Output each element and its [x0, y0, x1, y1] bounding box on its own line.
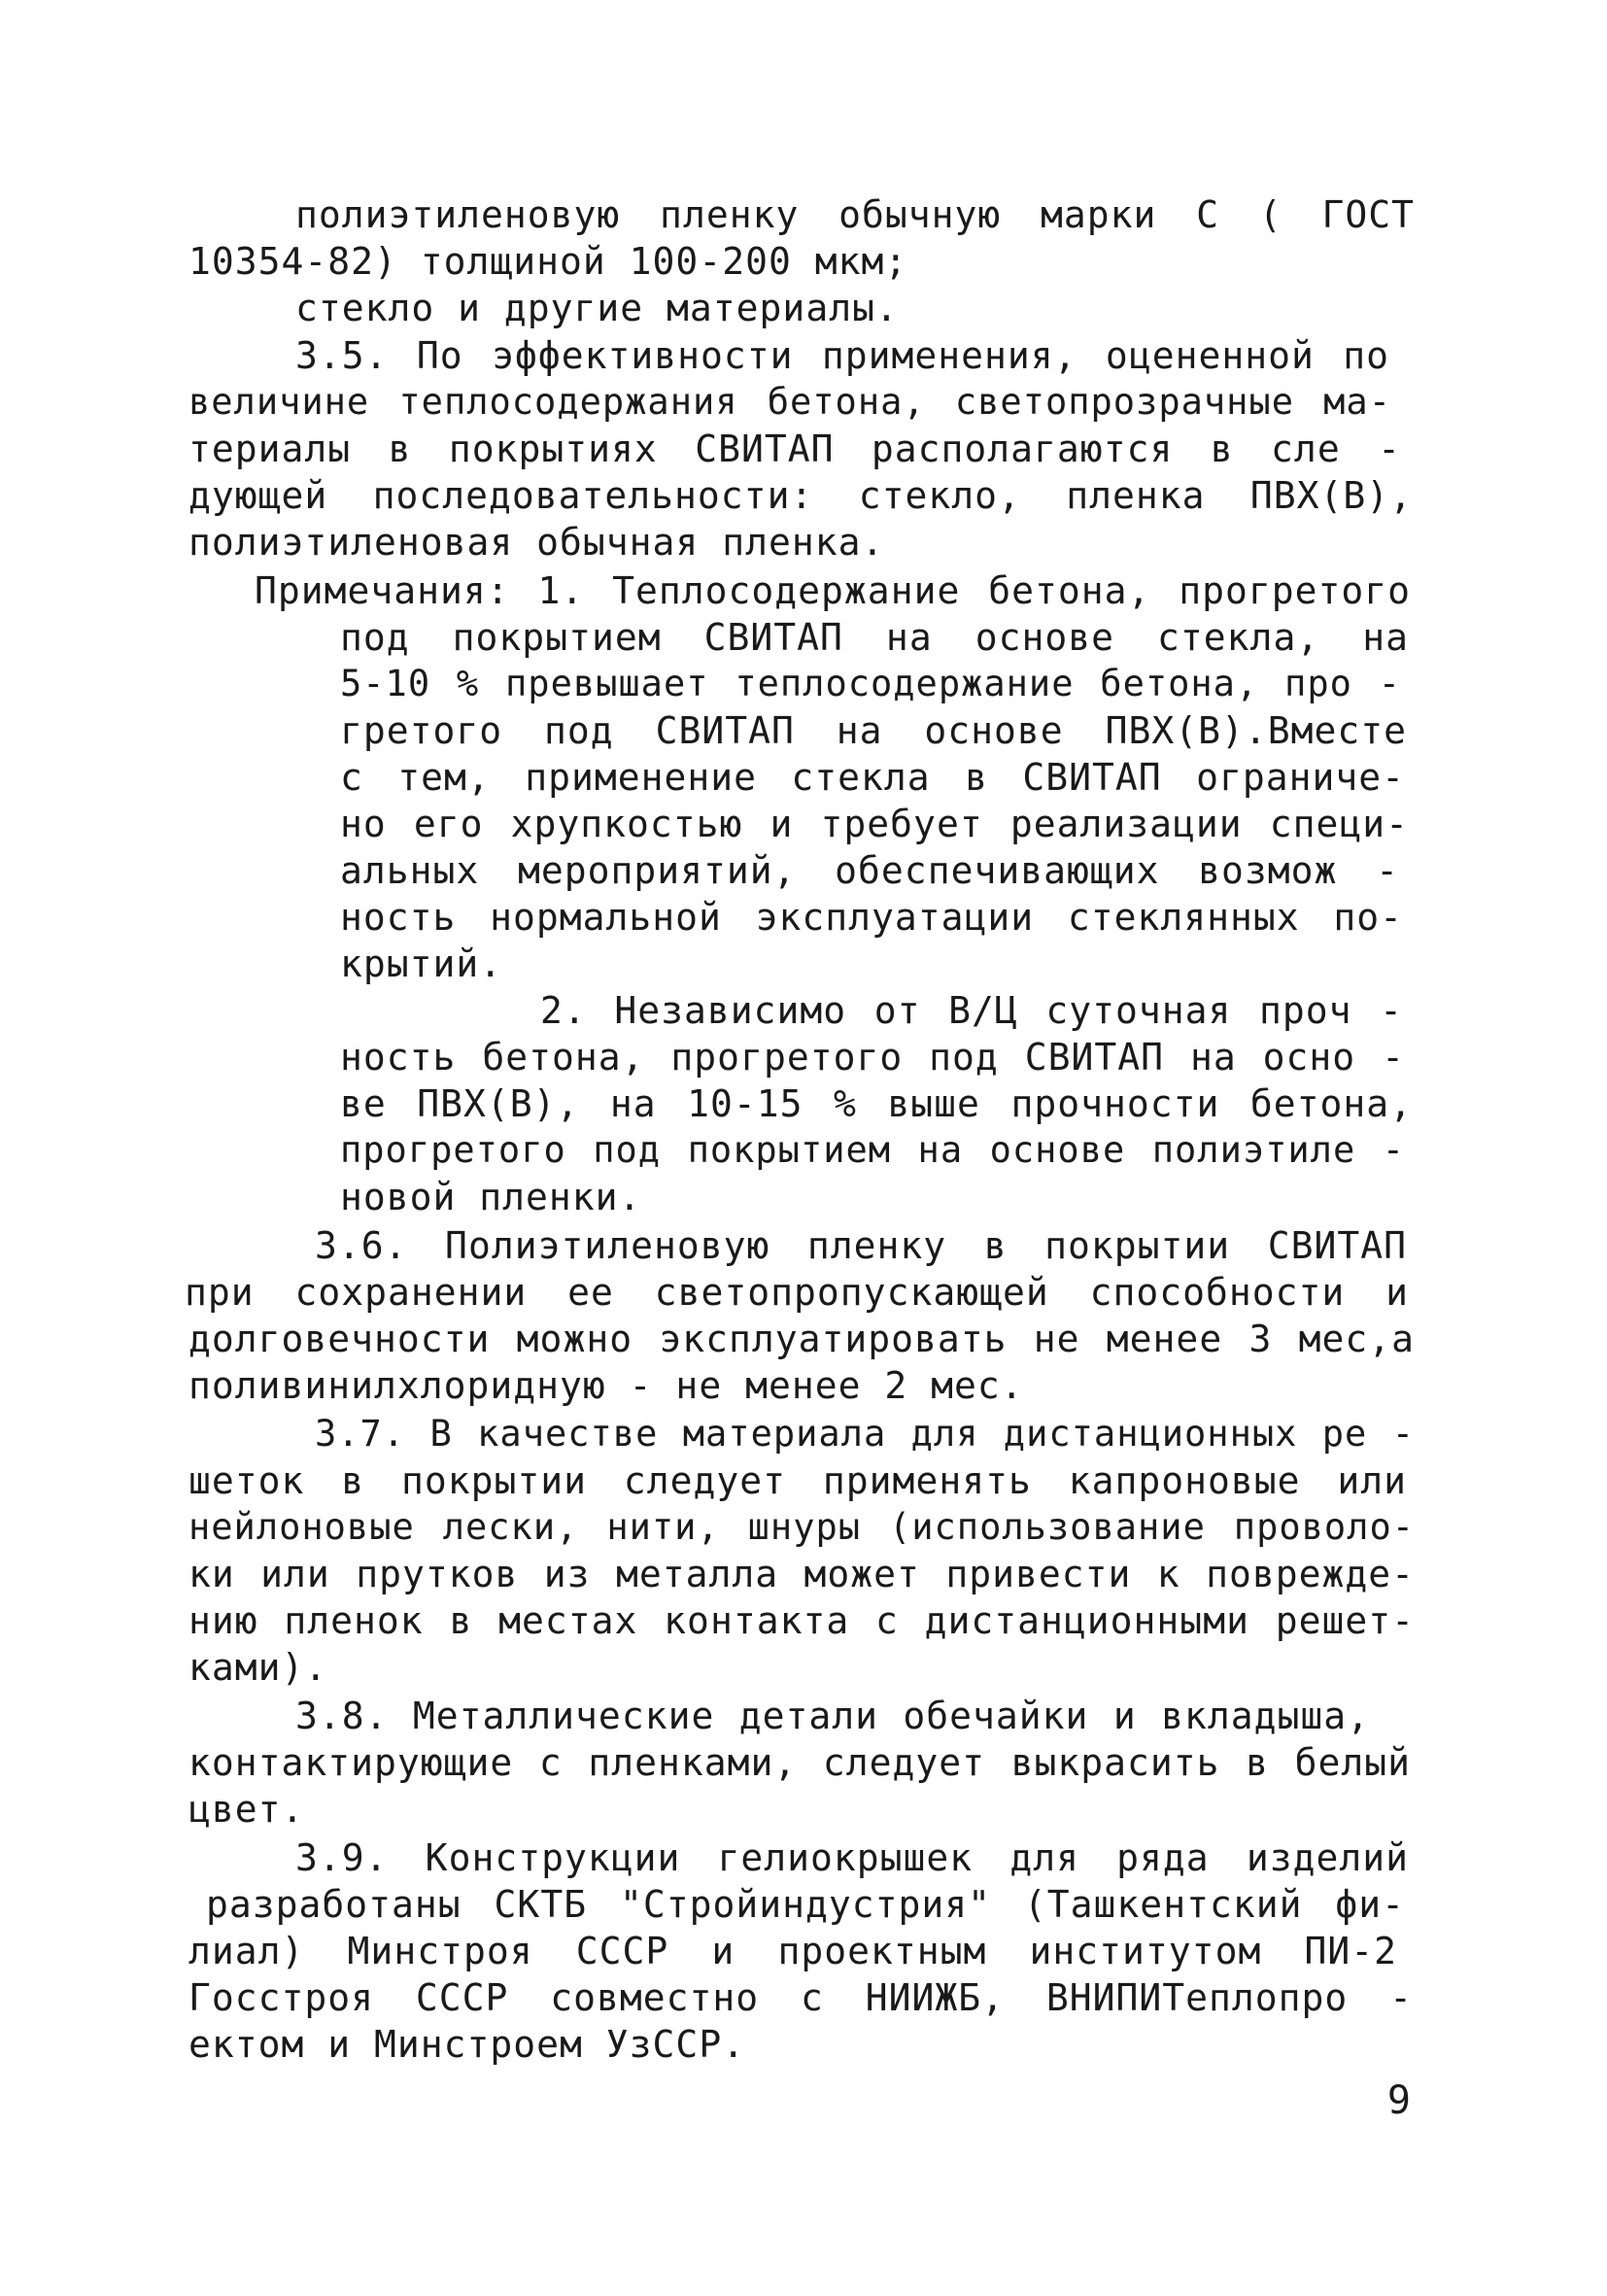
text-line: стекло и другие материалы.	[295, 287, 899, 329]
note-2: 2. Независимо от В/Ц суточная проч -	[540, 989, 1403, 1032]
text-line: разработаны СКТБ "Стройиндустрия" (Ташкентский фи-	[206, 1883, 1405, 1926]
text-line: новой пленки.	[340, 1176, 642, 1218]
text-line: ками).	[188, 1646, 328, 1689]
text-line: долговечности можно эксплуатировать не менее 3 мес,а	[188, 1318, 1415, 1360]
text-line: лиал) Минстроя СССР и проектным институтом ПИ-2	[188, 1930, 1397, 1972]
paragraph-3-8: 3.8. Металлические детали обечайки и вкладыша,	[295, 1695, 1370, 1737]
text-line: шеток в покрытии следует применять капроновые или	[188, 1459, 1407, 1502]
text-line: ность бетона, прогретого под СВИТАП на осно -	[340, 1036, 1405, 1079]
paragraph-3-9: 3.9. Конструкции гелиокрышек для ряда изделий	[295, 1836, 1409, 1879]
text-line: нию пленок в местах контакта с дистанционными решет-	[188, 1599, 1415, 1642]
text-line: ектом и Минстроем УзССР.	[188, 2023, 746, 2066]
text-line: ве ПВХ(В), на 10-15 % выше прочности бетона,	[340, 1082, 1413, 1125]
text-line: териалы в покрытиях СВИТАП располагаются в сле -	[188, 428, 1401, 470]
text-line: ность нормальной эксплуатации стеклянных по-	[340, 896, 1403, 939]
text-line: величине теплосодержания бетона, светопрозрачные ма-	[188, 381, 1391, 423]
text-line: с тем, применение стекла в СВИТАП ограниче-	[340, 756, 1405, 799]
paragraph-3-7: 3.7. В качестве материала для дистанционных ре -	[315, 1413, 1415, 1455]
text-line: полиэтиленовую пленку обычную марки С ( ГОСТ	[295, 193, 1415, 236]
text-line: прогретого под покрытием на основе полиэтиле -	[340, 1129, 1405, 1171]
page-number: 9	[1386, 2078, 1411, 2123]
paragraph-3-6: 3.6. Полиэтиленовую пленку в покрытии СВИТАП	[315, 1224, 1407, 1267]
text-line: крытий.	[340, 942, 503, 985]
text-line: нейлоновые лески, нити, шнуры (использование проволо-	[188, 1506, 1415, 1548]
text-line: под покрытием СВИТАП на основе стекла, на	[340, 616, 1409, 659]
text-line: контактирующие с пленками, следует выкрасить в белый	[188, 1741, 1411, 1784]
text-line: 5-10 % превышает теплосодержание бетона, про -	[340, 663, 1401, 704]
text-line: полиэтиленовая обычная пленка.	[188, 521, 885, 564]
text-line: 10354-82) толщиной 100-200 мкм;	[188, 240, 908, 283]
text-line: Госстроя СССР совместно с НИИЖБ, ВНИПИТеплопро -	[188, 1976, 1413, 2019]
notes-heading: Примечания: 1. Теплосодержание бетона, прогретого	[255, 569, 1411, 612]
text-line: поливинилхлоридную - не менее 2 мес.	[188, 1364, 1024, 1407]
text-line: при сохранении ее светопропускающей способности и	[185, 1271, 1409, 1314]
text-line: ки или прутков из металла может привести к поврежде-	[188, 1553, 1415, 1595]
text-line: гретого под СВИТАП на основе ПВХ(В).Вместе	[340, 709, 1407, 752]
text-line: цвет.	[188, 1788, 305, 1831]
text-line: альных мероприятий, обеспечивающих возмож -	[340, 849, 1399, 892]
paragraph-3-5: 3.5. По эффективности применения, оцененной по	[295, 334, 1389, 377]
text-line: дующей последовательности: стекло, пленка ПВХ(В),	[188, 474, 1413, 517]
text-line: но его хрупкостью и требует реализации специ-	[340, 803, 1409, 845]
